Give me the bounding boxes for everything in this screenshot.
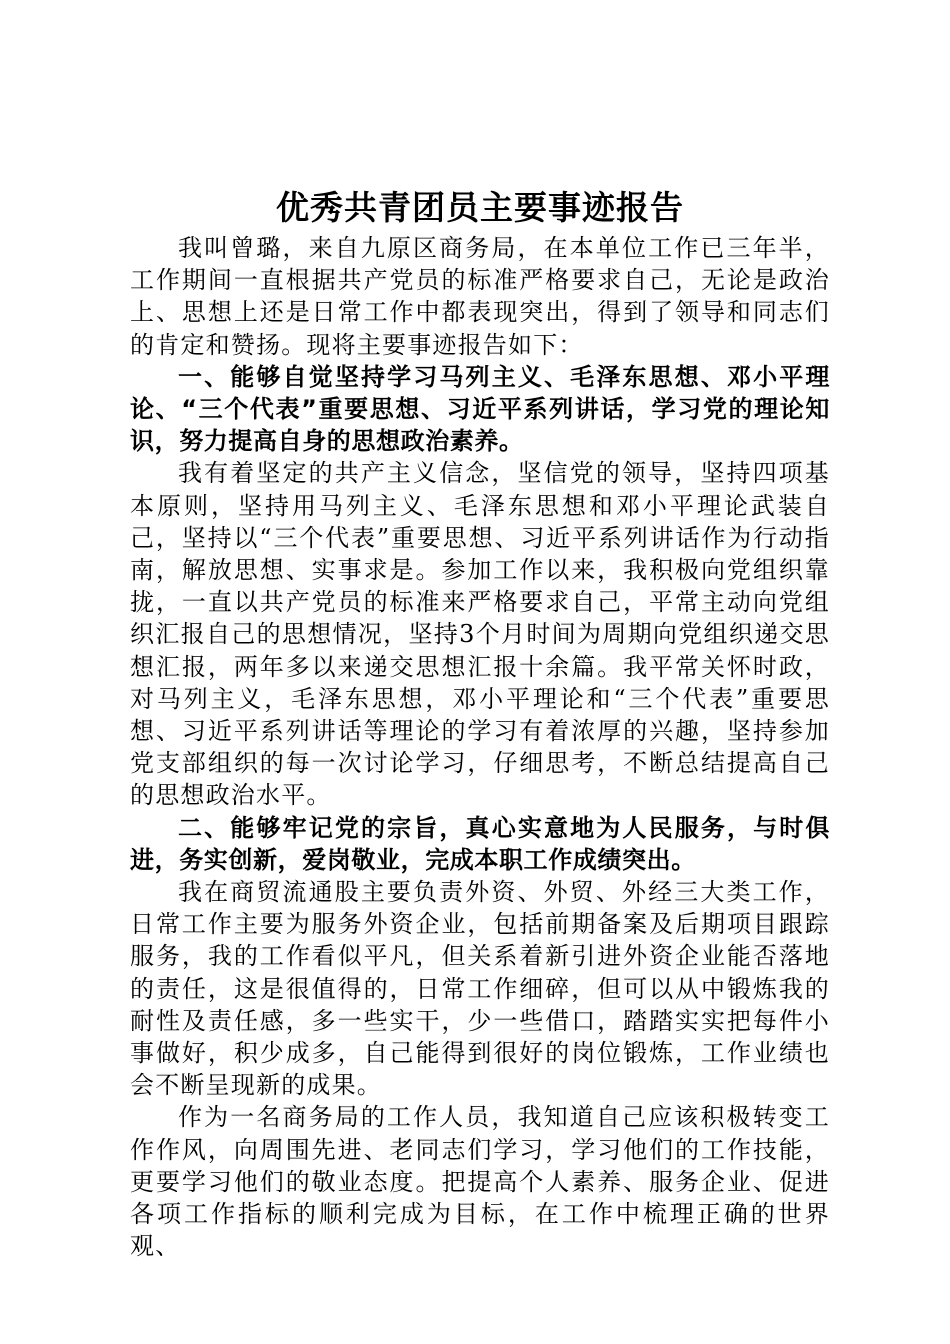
document-page: [130, 0, 830, 1344]
section-heading-1: 一、能够自觉坚持学习马列主义、毛泽东思想、邓小平理论、“三个代表”重要思想、习近平系列讲话，学习党的理论知识，努力提高自身的思想政治素养。: [130, 362, 830, 456]
intro-paragraph: 我叫曾璐，来自九原区商务局，在本单位工作已三年半，工作期间一直根据共产党员的标准严格要求自己，无论是政治上、思想上还是日常工作中都表现突出，得到了领导和同志们的肯定和赞扬。现将主要事迹报告如下：: [130, 234, 830, 359]
body-paragraph: 我在商贸流通股主要负责外资、外贸、外经三大类工作，日常工作主要为服务外资企业，包括前期备案及后期项目跟踪服务，我的工作看似平凡，但关系着新引进外资企业能否落地的责任，这是很值得的，日常工作细碎，但可以从中锻炼我的耐性及责任感，多一些实干，少一些借口，踏踏实实把每件小事做好，积少成多，自己能得到很好的岗位锻炼，工作业绩也会不断呈现新的成果。: [130, 878, 830, 1100]
body-paragraph: 作为一名商务局的工作人员，我知道自己应该积极转变工作作风，向周围先进、老同志们学习，学习他们的工作技能，更要学习他们的敬业态度。把提高个人素养、服务企业、促进各项工作指标的顺利完成为目标，在工作中梳理正确的世界观、: [130, 1103, 830, 1261]
section-heading-2: 二、能够牢记党的宗旨，真心实意地为人民服务，与时俱进，务实创新，爱岗敬业，完成本职工作成绩突出。: [130, 813, 830, 874]
document-body: [130, 232, 830, 1263]
body-paragraph: 我有着坚定的共产主义信念，坚信党的领导，坚持四项基本原则，坚持用马列主义、毛泽东思想和邓小平理论武装自己，坚持以“三个代表”重要思想、习近平系列讲话作为行动指南，解放思想、实事求是。参加工作以来，我积极向党组织靠拢，一直以共产党员的标准来严格要求自己，平常主动向党组织汇报自己的思想情况，坚持3个月时间为周期向党组织递交思想汇报，两年多以来递交思想汇报十余篇。我平常关怀时政，对马列主义，毛泽东思想，邓小平理论和“三个代表”重要思想、习近平系列讲话等理论的学习有着浓厚的兴趣，坚持参加党支部组织的每一次讨论学习，仔细思考，不断总结提高自己的思想政治水平。: [130, 459, 830, 810]
document-title: 优秀共青团员主要事迹报告: [276, 188, 684, 227]
